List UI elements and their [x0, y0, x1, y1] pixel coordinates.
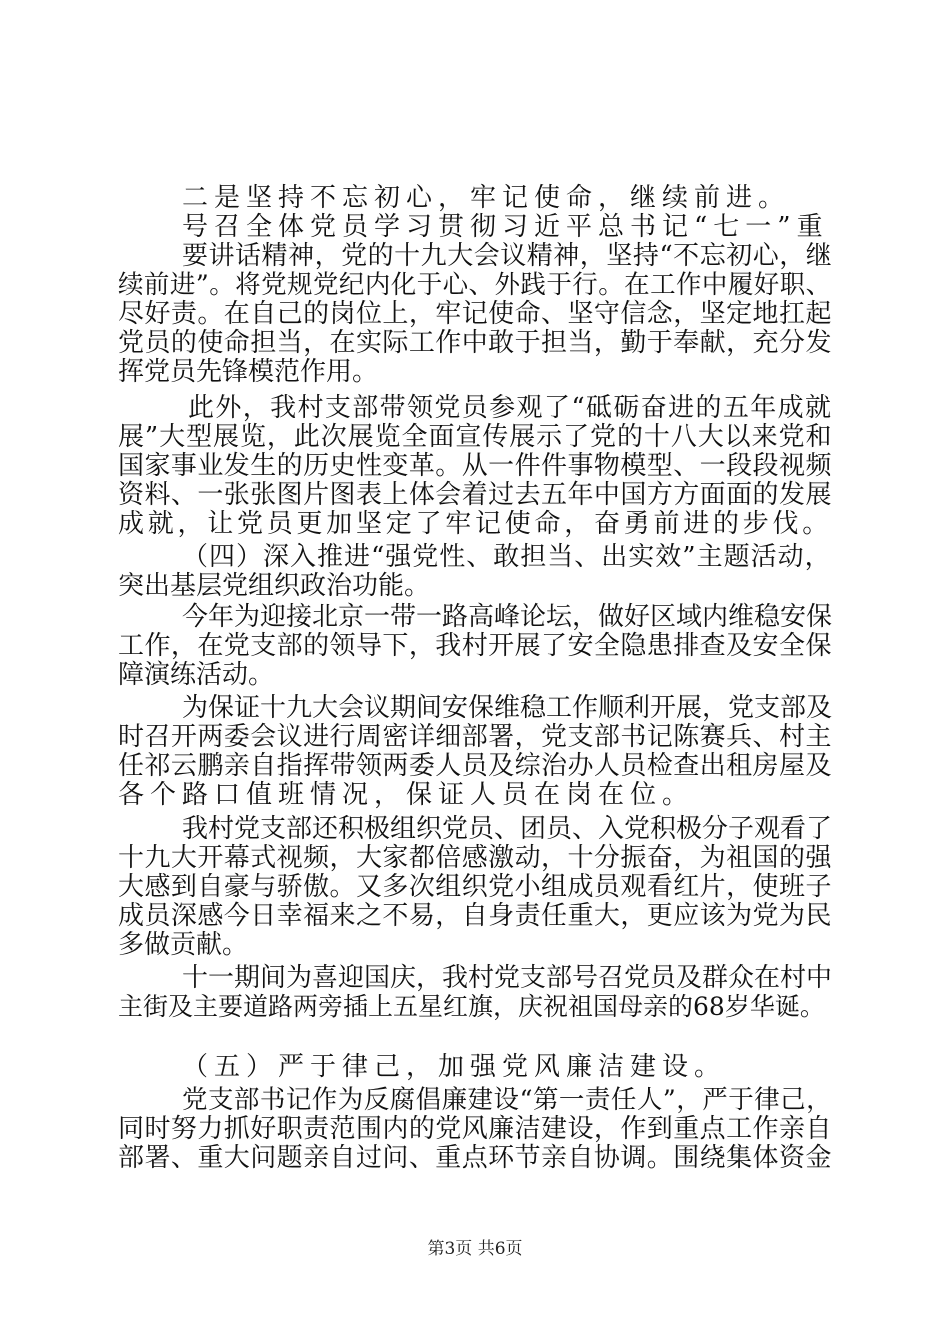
paragraph-line: 国家事业发生的历史性变革。从一件件事物模型、一段段视频 [118, 451, 832, 481]
paragraph-line: 展”大型展览，此次展览全面宣传展示了党的十八大以来党和 [118, 422, 833, 452]
paragraph-line: 我村党支部还积极组织党员、团员、入党积极分子观看了 [182, 814, 833, 844]
paragraph-line: 工作，在党支部的领导下，我村开展了安全隐患排查及安全保 [118, 631, 832, 661]
paragraph-line: 十九大开幕式视频，大家都倍感激动，十分振奋，为祖国的强 [118, 843, 832, 873]
paragraph-line: 党员的使命担当，在实际工作中敢于担当，勤于奉献，充分发 [118, 328, 832, 358]
paragraph-line: 主街及主要道路两旁插上五星红旗，庆祝祖国母亲的68岁华诞。 [118, 992, 825, 1021]
paragraph-line: 同时努力抓好职责范围内的党风廉洁建设，作到重点工作亲自 [118, 1114, 832, 1144]
paragraph-line: 二是坚持不忘初心，牢记使命，继续前进。 [182, 183, 791, 213]
paragraph-line: 各个路口值班情况，保证人员在岗在位。 [118, 780, 695, 810]
paragraph-line: 挥党员先锋模范作用。 [118, 357, 379, 387]
paragraph-line: 大感到自豪与骄傲。又多次组织党小组成员观看红片，使班子 [118, 872, 832, 902]
paragraph-line: 号召全体党员学习贯彻习近平总书记“七一”重 [182, 212, 829, 242]
paragraph-line: 十一期间为喜迎国庆，我村党支部号召党员及群众在村中 [182, 963, 833, 993]
paragraph-line: 部署、重大问题亲自过问、重点环节亲自协调。围绕集体资金 [118, 1143, 832, 1173]
section-heading: （四）深入推进“强党性、敢担当、出实效”主题活动， [182, 542, 832, 572]
paragraph-line: 今年为迎接北京一带一路高峰论坛，做好区域内维稳安保 [182, 602, 833, 632]
paragraph-line: 时召开两委会议进行周密详细部署，党支部书记陈赛兵、村主 [118, 722, 832, 752]
paragraph-line: 成员深感今日幸福来之不易，自身责任重大，更应该为党为民 [118, 901, 832, 931]
page-number-footer: 第3页 共6页 [427, 1239, 523, 1259]
paragraph-line: 此外，我村支部带领党员参观了“砥砺奋进的五年成就 [188, 393, 833, 423]
paragraph-line: 续前进”。将党规党纪内化于心、外践于行。在工作中履好职、 [118, 270, 832, 300]
paragraph-line: 要讲话精神，党的十九大会议精神，坚持“不忘初心，继 [182, 241, 833, 271]
section-heading: （五）严于律己，加强党风廉洁建设。 [182, 1052, 727, 1082]
paragraph-line: 党支部书记作为反腐倡廉建设“第一责任人”，严于律己， [182, 1085, 833, 1115]
paragraph-line: 任祁云鹏亲自指挥带领两委人员及综治办人员检查出租房屋及 [118, 751, 832, 781]
section-heading: 突出基层党组织政治功能。 [118, 571, 431, 601]
paragraph-line: 资料、一张张图片图表上体会着过去五年中国方方面面的发展 [118, 480, 832, 510]
paragraph-line: 为保证十九大会议期间安保维稳工作顺利开展，党支部及 [182, 693, 833, 723]
paragraph-line: 障演练活动。 [118, 660, 275, 690]
paragraph-line: 多做贡献。 [118, 930, 249, 960]
paragraph-line: 成就，让党员更加坚定了牢记使命，奋勇前进的步伐。 [118, 509, 833, 539]
paragraph-line: 尽好责。在自己的岗位上，牢记使命、坚守信念，坚定地扛起 [118, 299, 832, 329]
